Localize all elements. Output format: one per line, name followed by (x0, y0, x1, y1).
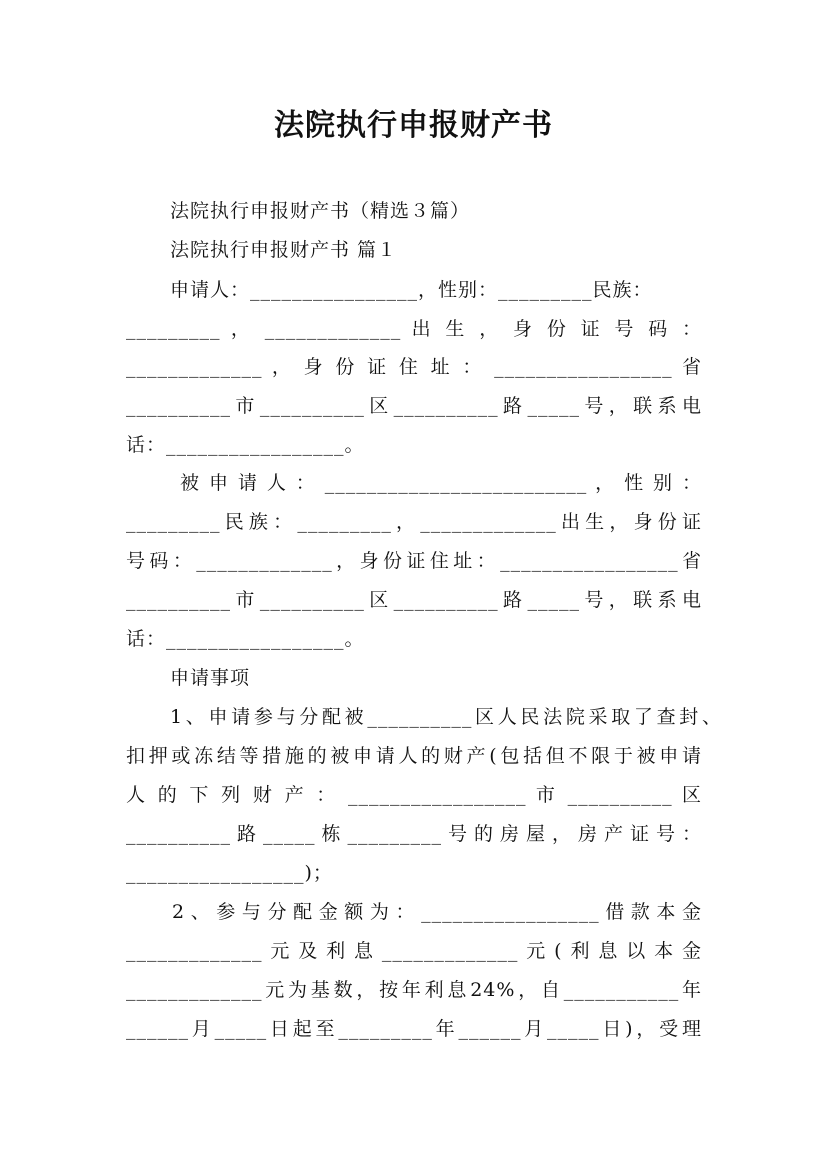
respondent-line-3: 号码：_____________，身份证住址：_________________省 (126, 550, 702, 572)
subtitle-part-1: 法院执行申报财产书 篇１ (170, 239, 398, 261)
item-1-line-3: 人 的 下 列 财 产 ： _________________ 市 __________ 区 (126, 784, 702, 806)
applicant-line-2: _________ ， _____________ 出 生 ， 身 份 证 号 码 ： (126, 318, 702, 340)
item-2-line-3: _____________元为基数，按年利息24%，自___________年 (126, 979, 702, 1001)
document-title: 法院执行申报财产书 (274, 108, 553, 143)
item-2-line-1: 2、参与分配金额为：_________________借款本金 (172, 901, 702, 923)
item-2-line-2: _____________元及利息_____________元(利息以本金 (126, 940, 702, 962)
respondent-line-2: _________民族：_________，_____________出生，身份证 (126, 511, 702, 533)
item-1-line-5: _________________)； (126, 862, 333, 884)
item-1-line-4: __________路_____栋_________号的房屋，房产证号： (126, 823, 702, 845)
subtitle-collection: 法院执行申报财产书（精选３篇） (170, 200, 471, 222)
applicant-line-4: __________市__________区__________路_____号，联系电 (126, 395, 702, 417)
respondent-line-5: 话：_________________。 (126, 628, 365, 650)
item-1-line-2: 扣押或冻结等措施的被申请人的财产(包括但不限于被申请 (126, 745, 702, 767)
applicant-line-1: 申请人：________________，性别：_________民族： (170, 279, 653, 301)
applicant-line-3: _____________ ， 身 份 证 住 址 ： _________________ 省 (126, 356, 702, 378)
section-heading: 申请事项 (170, 667, 251, 689)
respondent-line-4: __________市__________区__________路_____号，联系电 (126, 589, 702, 611)
item-2-line-4: ______月_____日起至_________年______月_____日)，受理 (126, 1018, 702, 1040)
applicant-line-5: 话：_________________。 (126, 434, 365, 456)
item-1-line-1: 1、申请参与分配被__________区人民法院采取了查封、 (170, 706, 722, 728)
respondent-line-1: 被 申 请 人 ： _________________________ ， 性 别 ： (180, 472, 702, 494)
